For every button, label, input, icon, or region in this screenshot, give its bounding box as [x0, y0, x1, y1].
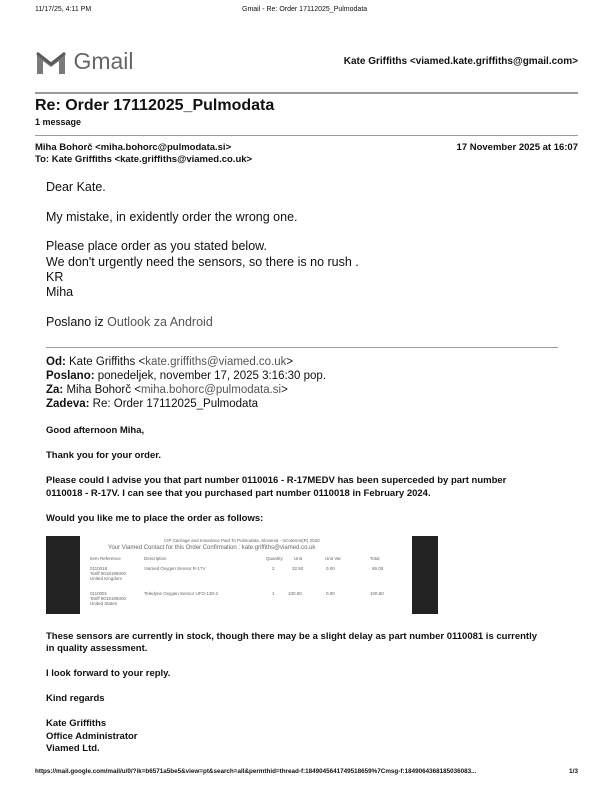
label: Za:: [46, 384, 64, 396]
gmail-logo[interactable]: [35, 48, 134, 75]
sent-from: [46, 315, 213, 329]
gmail-m-icon: [35, 50, 67, 74]
signature-name: Kate Griffiths: [46, 718, 107, 729]
quoted-greeting: Good afternoon Miha,: [46, 425, 145, 436]
quoted-para: Please could I advise you that part number 0110016 - R-17MEDV has been superceded by part number: [46, 475, 507, 486]
signature-title: Office Administrator: [46, 731, 138, 742]
row-desc: Viamed Oxygen Sensor R-17V: [144, 566, 206, 571]
quoted-para: Thank you for your order.: [46, 450, 162, 461]
quoted-para: in quality assessment.: [46, 643, 148, 654]
quote-divider: [46, 347, 558, 348]
image-border-left: [46, 536, 80, 614]
gmail-logo-text: Gmail: [73, 48, 134, 74]
page-number: 1/3: [568, 768, 578, 775]
thread-subject: Re: Order 17112025_Pulmodata: [35, 97, 275, 114]
row-total: 65.00: [372, 566, 384, 571]
print-title: Gmail - Re: Order 17112025_Pulmodata: [242, 6, 368, 13]
image-line: Your Viamed Contact for this Order Confirmation : kate.griffiths@viamed.co.uk: [108, 545, 316, 551]
message-count: 1 message: [35, 117, 82, 127]
recipient: To: Kate Griffiths <kate.griffiths@viamed.co.uk>: [35, 154, 253, 165]
row-unit: 100.50: [288, 591, 302, 596]
value: >: [286, 356, 294, 368]
row-vat: 0.00: [326, 566, 335, 571]
email-link[interactable]: kate.griffiths@viamed.co.uk: [145, 356, 287, 368]
row-qty: 1: [272, 591, 275, 596]
quoted-para: 0110018 - R-17V. I can see that you purchased part number 0110018 in February 2024.: [46, 488, 431, 499]
value: >: [281, 384, 288, 396]
label: Zadeva:: [46, 398, 90, 410]
quoted-para: Would you like me to place the order as follows:: [46, 513, 264, 524]
col-header: Description: [144, 556, 167, 561]
value: Kate Griffiths <: [69, 356, 146, 368]
ref: 0110081: [90, 591, 108, 596]
email-link[interactable]: miha.bohorc@pulmodata.si: [140, 384, 282, 396]
print-datetime: 11/17/25, 4:11 PM: [35, 6, 92, 13]
sender: Miha Bohorč <miha.bohorc@pulmodata.si>: [35, 142, 232, 153]
sent-from-prefix: Poslano iz: [46, 315, 108, 329]
quoted-para: I look forward to your reply.: [46, 668, 171, 679]
ref: Tariff 9018195000: [90, 596, 126, 601]
value: Miha Bohorč <: [66, 384, 141, 396]
body-line: Dear Kate.: [46, 180, 106, 194]
quoted-to: [46, 384, 288, 396]
row-qty: 2: [272, 566, 275, 571]
order-confirmation-image: [80, 536, 406, 614]
ref: Tariff 9018195000: [90, 571, 126, 576]
col-header: Quantity: [266, 556, 283, 561]
row-unit: 32.50: [292, 566, 304, 571]
body-line: My mistake, in exidently order the wrong one.: [46, 210, 298, 224]
body-line: Please place order as you stated below.: [46, 239, 267, 253]
image-border-right: [412, 536, 438, 614]
account-name: Kate Griffiths <viamed.kate.griffiths@gmail.com>: [343, 56, 578, 67]
col-header: Total: [370, 556, 380, 561]
label: Poslano:: [46, 370, 95, 382]
quoted-para: Kind regards: [46, 693, 105, 704]
body-line: We don't urgently need the sensors, so there is no rush .: [46, 255, 359, 269]
row-total: 100.50: [370, 591, 384, 596]
col-header: Item Reference: [90, 556, 121, 561]
quoted-subject: [46, 398, 258, 410]
signature-company: Viamed Ltd.: [46, 743, 100, 754]
image-line: CIP Carriage and Insurance Paid To Pulmodata, Slovenia - Incoterms(R) 2020: [164, 538, 320, 543]
ref: United States: [90, 601, 118, 606]
row-ref: [90, 591, 126, 606]
col-header: Unit: [294, 556, 303, 561]
outlook-link[interactable]: Outlook za Android: [107, 315, 213, 329]
quoted-from: [46, 356, 293, 368]
body-line: KR: [46, 270, 64, 284]
value: Re: Order 17112025_Pulmodata: [92, 398, 259, 410]
row-vat: 0.00: [326, 591, 335, 596]
message-date: 17 November 2025 at 16:07: [456, 142, 578, 153]
body-line: Miha: [46, 285, 74, 299]
row-desc: Teledyne Oxygen Sensor UFO-130-2: [144, 591, 219, 596]
col-header: Unit Vat: [325, 556, 341, 561]
ref: 0110018: [90, 566, 108, 571]
ref: United Kingdom: [90, 576, 123, 581]
divider: [35, 92, 578, 94]
quoted-para: These sensors are currently in stock, though there may be a slight delay as part number 0110081 is currently: [46, 631, 538, 642]
quoted-sent: [46, 370, 326, 382]
value: ponedeljek, november 17, 2025 3:16:30 pop.: [97, 370, 327, 382]
print-url: https://mail.google.com/mail/u/0/?ik=b6571a5be5&view=pt&search=all&permthid=thread-f:1849045641749518659%7Cmsg-f:1849064368185036083...: [35, 768, 477, 775]
divider: [35, 135, 578, 136]
row-ref: [90, 566, 126, 581]
label: Od:: [46, 356, 66, 368]
